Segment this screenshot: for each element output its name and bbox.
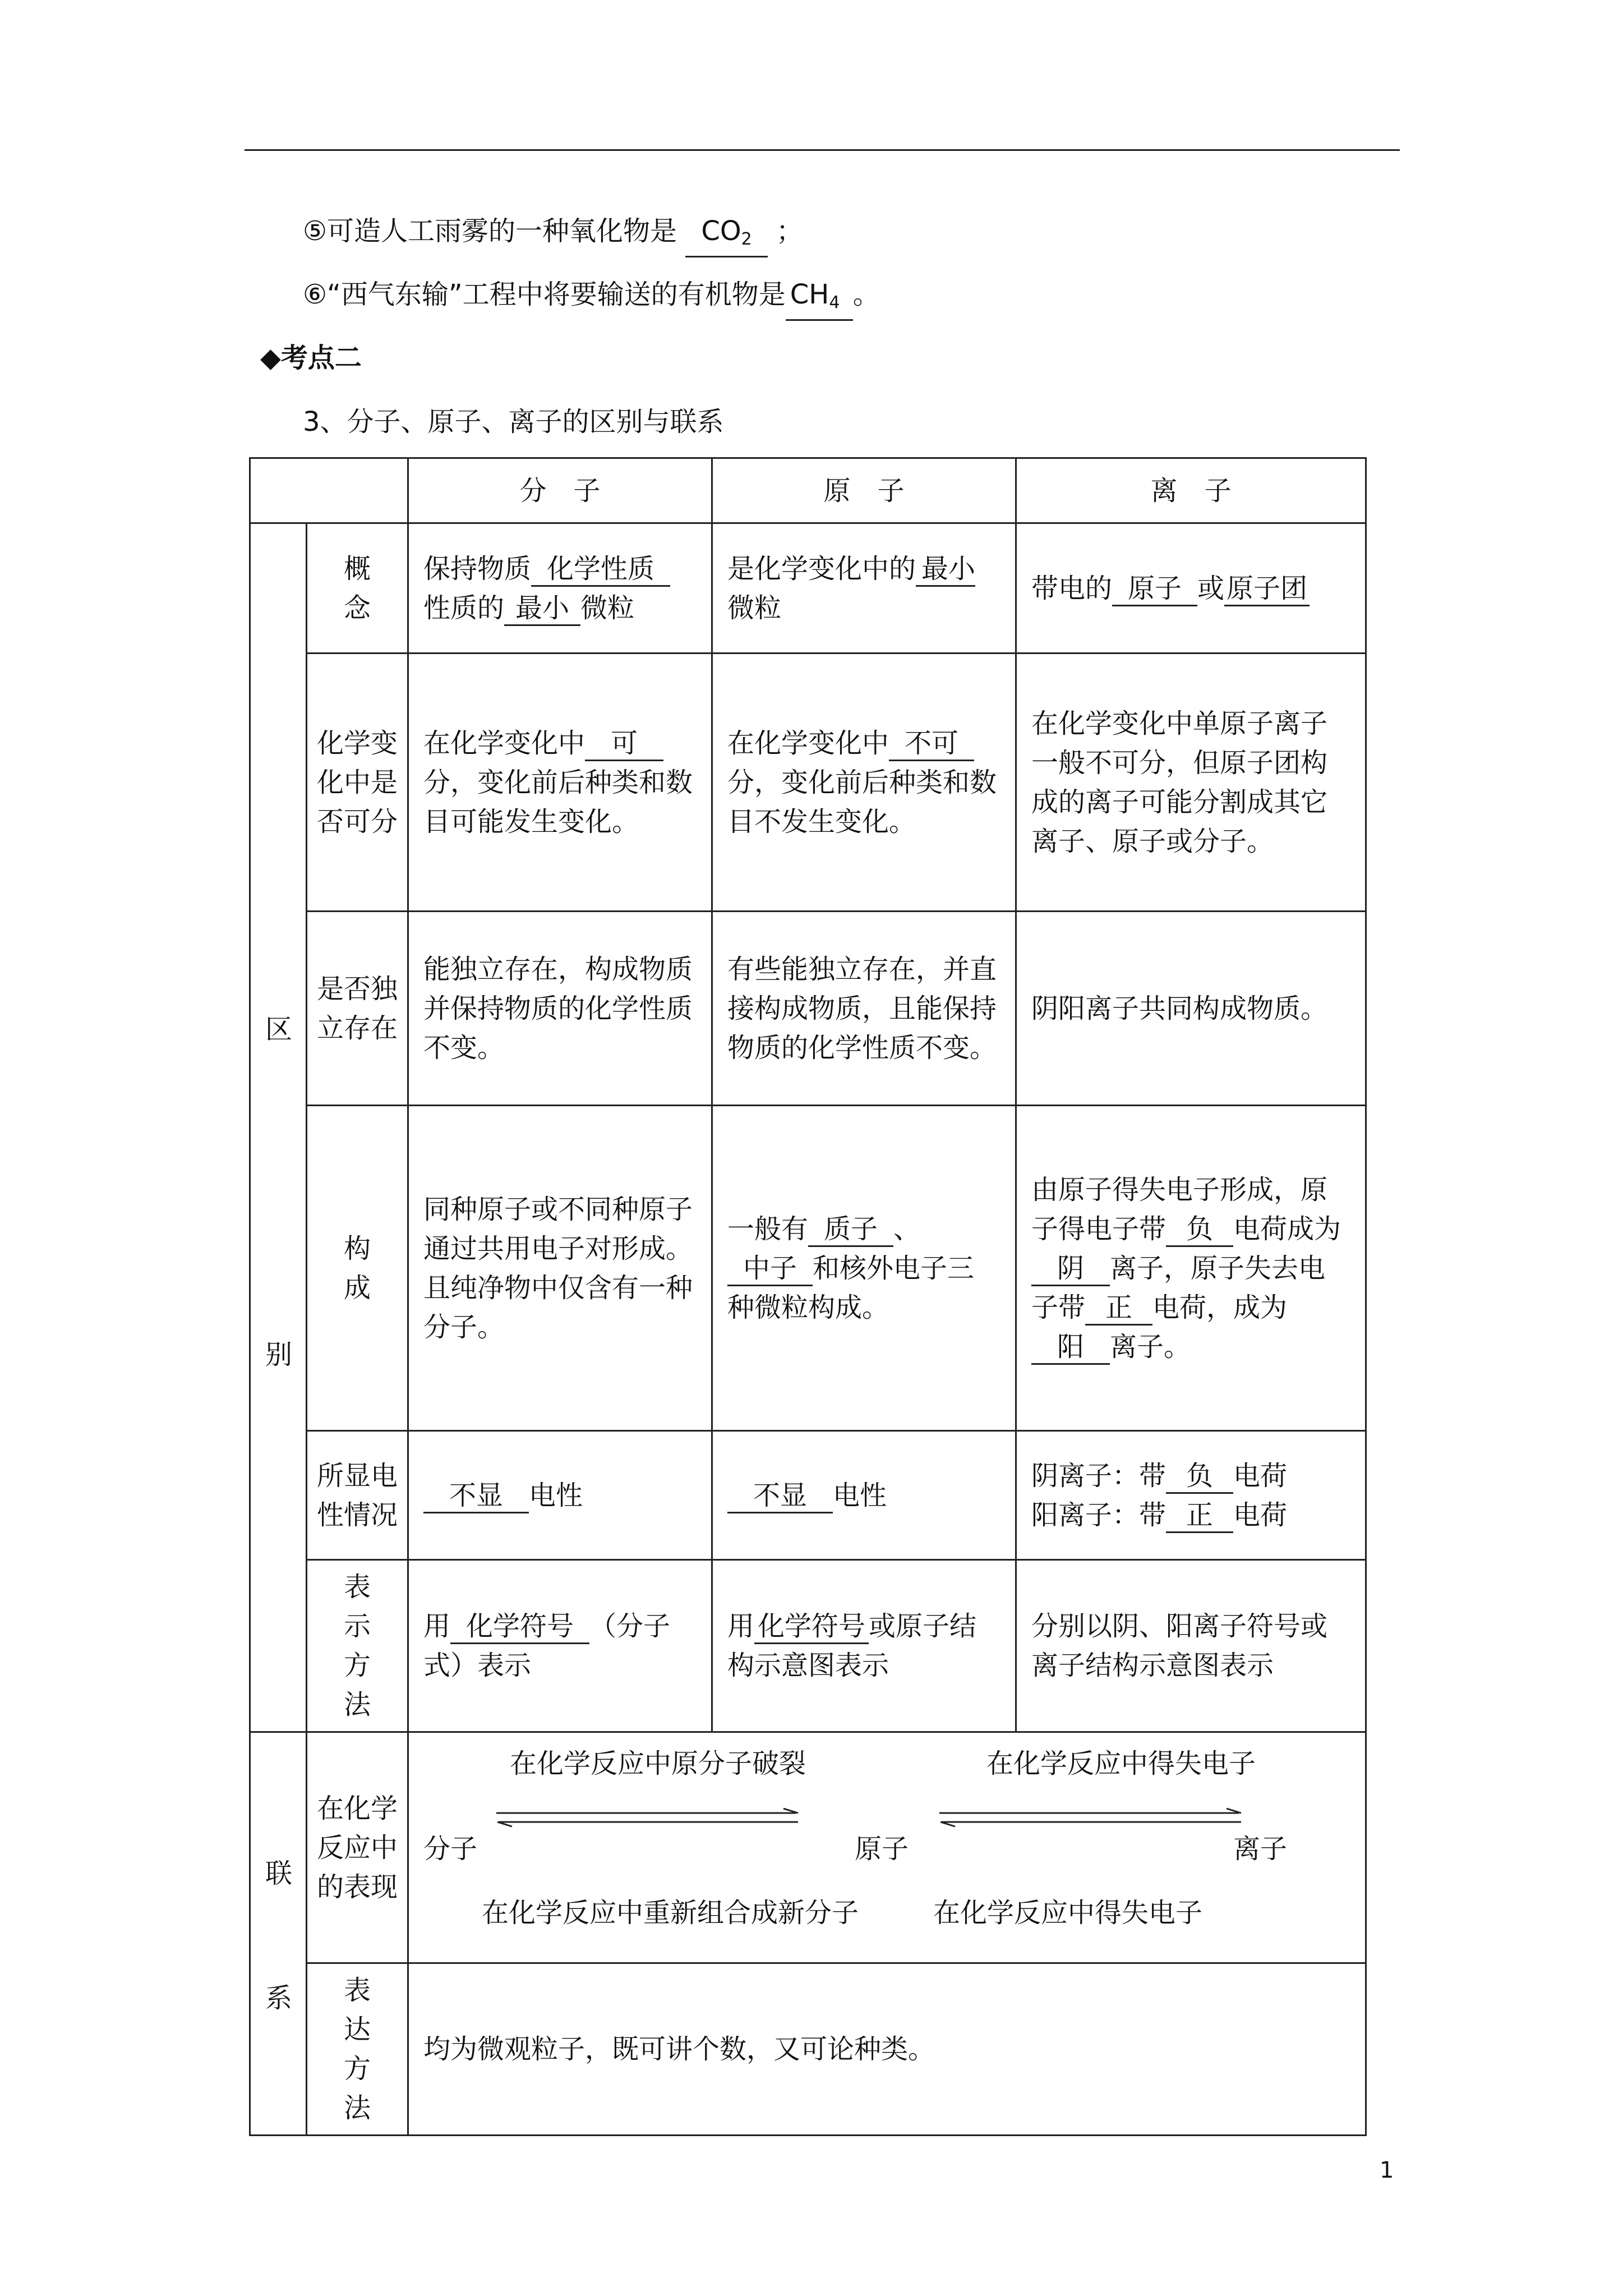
cell-notation-atom: 用 化学符号 或原子结构示意图表示: [712, 1560, 1016, 1732]
corner-cell: [250, 458, 408, 523]
label-independent: 是否独立存在: [307, 912, 408, 1106]
cell-divisible-ion: 在化学变化中单原子离子一般不可分，但原子团构成的离子可能分割成其它离子、原子或分子。: [1016, 654, 1366, 912]
cell-notation-ion: 分别以阴、阳离子符号或离子结构示意图表示: [1016, 1560, 1366, 1732]
cell-independent-molecule: 能独立存在，构成物质并保持物质的化学性质不变。: [408, 912, 712, 1106]
item-6-text: ⑥“西气东输”工程中将要输送的有机物是: [303, 279, 786, 310]
comparison-table: [249, 457, 1367, 2136]
page-number: 1: [1380, 2157, 1394, 2183]
label-charge: 所显电性情况: [307, 1431, 408, 1560]
reaction-bottom-left: 在化学反应中重新组合成新分子: [482, 1897, 859, 1929]
item-6-line: ⑥“西气东输”工程中将要输送的有机物是 $CH_4$ 。: [303, 277, 880, 321]
reaction-top-left: 在化学反应中原分子破裂: [510, 1747, 806, 1779]
label-divisible: 化学变化中是否可分: [307, 654, 408, 912]
cell-reaction-diagram: [408, 1732, 1366, 1963]
header-atom: 原 子: [712, 458, 1016, 523]
cell-composition-molecule: 同种原子或不同种原子通过共用电子对形成。且纯净物中仅含有一种分子。: [408, 1106, 712, 1431]
header-row: [250, 458, 1366, 523]
label-concept: 概 念: [307, 523, 408, 654]
cell-expression: 均为微观粒子，既可讲个数，又可论种类。: [408, 1963, 1366, 2136]
row-divisible: [250, 654, 1366, 912]
row-notation: [250, 1560, 1366, 1732]
row-charge: [250, 1431, 1366, 1560]
reaction-node-molecule: 分子: [423, 1833, 478, 1865]
cell-composition-atom: 一般有 质子 、中子 和核外电子三种微粒构成。: [712, 1106, 1016, 1431]
row-reaction: [250, 1732, 1366, 1963]
cell-concept-atom: 是化学变化中的 最小 微粒: [712, 523, 1016, 654]
item-5-line: ⑤可造人工雨雾的一种氧化物是 $CO_2$ ；: [303, 213, 803, 257]
label-composition: 构 成: [307, 1106, 408, 1431]
arrow-molecule-atom-icon: [493, 1807, 807, 1830]
cell-independent-atom: 有些能独立存在，并直接构成物质，且能保持物质的化学性质不变。: [712, 912, 1016, 1106]
reaction-top-right: 在化学反应中得失电子: [986, 1747, 1256, 1779]
section-title: 3、分子、原子、离子的区别与联系: [303, 406, 724, 438]
label-expression: 表 达 方 法: [307, 1963, 408, 2136]
cell-composition-ion: 由原子得失电子形成，原子得电子带 负 电荷成为阴 离子，原子失去电子带 正 电荷，成为阳 离子。: [1016, 1106, 1366, 1431]
group-link-label: 联 系: [250, 1732, 307, 2136]
reaction-bottom-right: 在化学反应中得失电子: [933, 1897, 1203, 1929]
cell-concept-molecule: 保持物质 化学性质 性质的 最小 微粒: [408, 523, 712, 654]
section-heading: ◆考点二: [260, 342, 362, 374]
reaction-node-atom: 原子: [855, 1833, 909, 1865]
cell-charge-molecule: 不显 电性: [408, 1431, 712, 1560]
group-difference-label: 区 别: [250, 523, 307, 1732]
header-ion: 离 子: [1016, 458, 1366, 523]
item-6-answer: $CH_4$: [786, 278, 853, 321]
cell-divisible-atom: 在化学变化中 不可分，变化前后种类和数目不发生变化。: [712, 654, 1016, 912]
cell-charge-ion: 阴离子：带 负 电荷 阳离子：带 正 电荷: [1016, 1431, 1366, 1560]
arrow-atom-ion-icon: [936, 1807, 1250, 1830]
row-independent: [250, 912, 1366, 1106]
cell-divisible-molecule: 在化学变化中 可分，变化前后种类和数目可能发生变化。: [408, 654, 712, 912]
header-rule: [245, 149, 1400, 151]
row-concept: [250, 523, 1366, 654]
cell-notation-molecule: 用 化学符号 （分子式）表示: [408, 1560, 712, 1732]
row-expression: [250, 1963, 1366, 2136]
cell-independent-ion: 阴阳离子共同构成物质。: [1016, 912, 1366, 1106]
label-reaction: 在化学反应中的表现: [307, 1732, 408, 1963]
item-5-text: ⑤可造人工雨雾的一种氧化物是: [303, 215, 677, 247]
reaction-node-ion: 离子: [1233, 1833, 1288, 1865]
item-5-answer: $CO_2$: [685, 215, 767, 257]
row-composition: [250, 1106, 1366, 1431]
header-molecule: 分 子: [408, 458, 712, 523]
label-notation: 表 示 方 法: [307, 1560, 408, 1732]
cell-charge-atom: 不显 电性: [712, 1431, 1016, 1560]
cell-concept-ion: 带电的 原子 或原子团: [1016, 523, 1366, 654]
